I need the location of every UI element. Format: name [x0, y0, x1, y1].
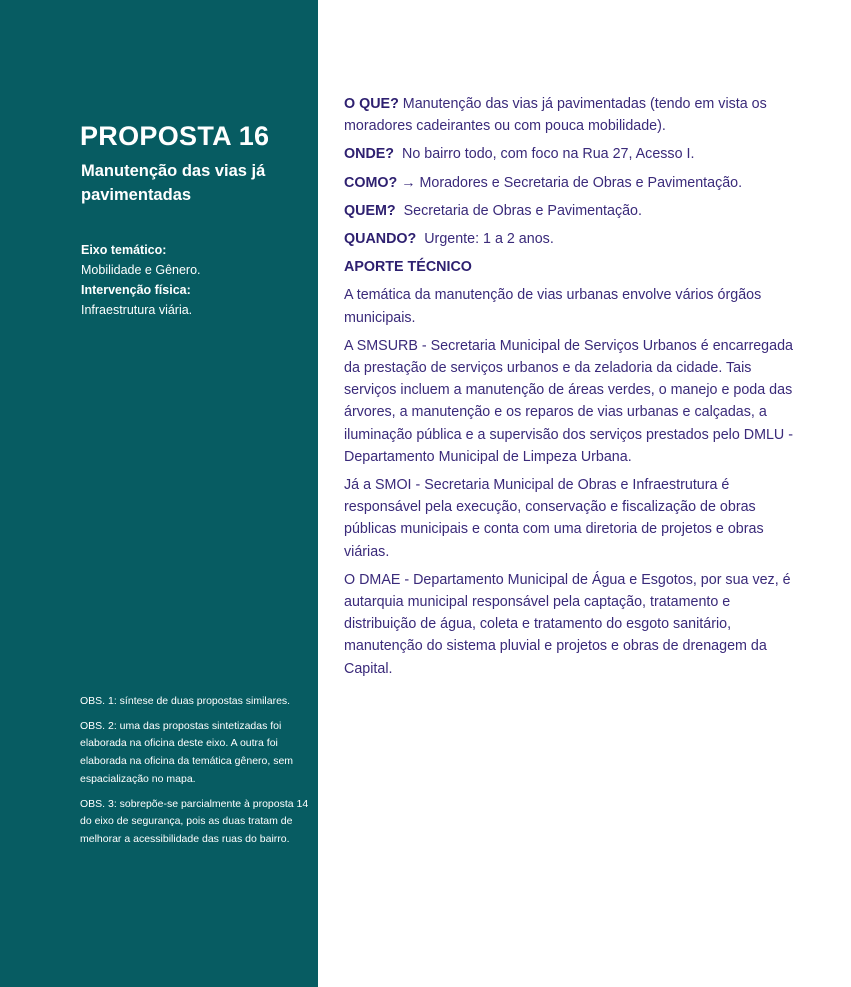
proposal-subtitle: Manutenção das vias já pavimentadas	[81, 162, 266, 204]
quem-text: Secretaria de Obras e Pavimentação.	[403, 202, 642, 219]
body-paragraph: A temática da manutenção de vias urbanas envolve vários órgãos municipais.	[344, 287, 762, 326]
observations	[80, 693, 310, 856]
como-label: COMO?	[344, 174, 398, 191]
quando-label: QUANDO?	[344, 231, 417, 248]
obs-note: OBS. 3: sobrepõe-se parcialmente à proposta 14 do eixo de segurança, pois as duas tratam de melhorar a acessibilidade das ruas do bairro.	[80, 797, 309, 845]
proposal-title: PROPOSTA 16	[80, 121, 270, 151]
body-paragraph: A SMSURB - Secretaria Municipal de Serviços Urbanos é encarregada da prestação de serviços urbanos e da zeladoria da cidade. Tais serviços incluem a manutenção de áreas verdes, o manejo e poda das árvores, a manutenção e os reparos de vias urbanas e calçadas, a iluminação pública e a supervisão dos serviços prestados pelo DMLU - Departamento Municipal de Limpeza Urbana.	[344, 337, 793, 465]
obs-note: OBS. 1: síntese de duas propostas similares.	[80, 695, 291, 707]
proposal-meta	[81, 240, 301, 320]
quando-text: Urgente: 1 a 2 anos.	[424, 231, 554, 248]
onde-line	[344, 143, 804, 165]
body-paragraph: Já a SMOI - Secretaria Municipal de Obras e Infraestrutura é responsável pela execução, conservação e fiscalização de obras públicas municipais e conta com uma diretoria de projetos e obras viárias.	[344, 477, 764, 560]
intervencao-label: Intervenção física:	[81, 283, 191, 297]
sidebar-panel	[0, 0, 318, 987]
quem-line	[344, 200, 804, 222]
main-content	[344, 93, 804, 686]
eixo-value: Mobilidade e Gênero.	[81, 263, 201, 277]
o-que-text: Manutenção das vias já pavimentadas (tendo em vista os moradores cadeirantes ou com pouca mobilidade).	[344, 96, 767, 135]
como-text: → Moradores e Secretaria de Obras e Pavimentação.	[401, 174, 743, 191]
como-line	[344, 172, 804, 194]
onde-label: ONDE?	[344, 146, 395, 163]
eixo-label: Eixo temático:	[81, 243, 167, 257]
quem-label: QUEM?	[344, 202, 396, 219]
obs-note: OBS. 2: uma das propostas sintetizadas foi elaborada na oficina deste eixo. A outra foi elaborada na oficina da temática gênero, sem espacialização no mapa.	[80, 719, 294, 785]
o-que-label: O QUE?	[344, 96, 399, 112]
body-paragraph: O DMAE - Departamento Municipal de Água e Esgotos, por sua vez, é autarquia municipal responsável pela captação, tratamento e distribuição de água, coleta e tratamento do esgoto sanitário, manutenção do sistema pluvial e projetos e obras de drenagem da Capital.	[344, 571, 791, 677]
o-que-line	[344, 93, 804, 137]
quando-line	[344, 228, 804, 250]
onde-text: No bairro todo, com foco na Rua 27, Acesso I.	[402, 146, 695, 163]
intervencao-value: Infraestrutura viária.	[81, 303, 193, 317]
aporte-heading: APORTE TÉCNICO	[344, 259, 472, 276]
